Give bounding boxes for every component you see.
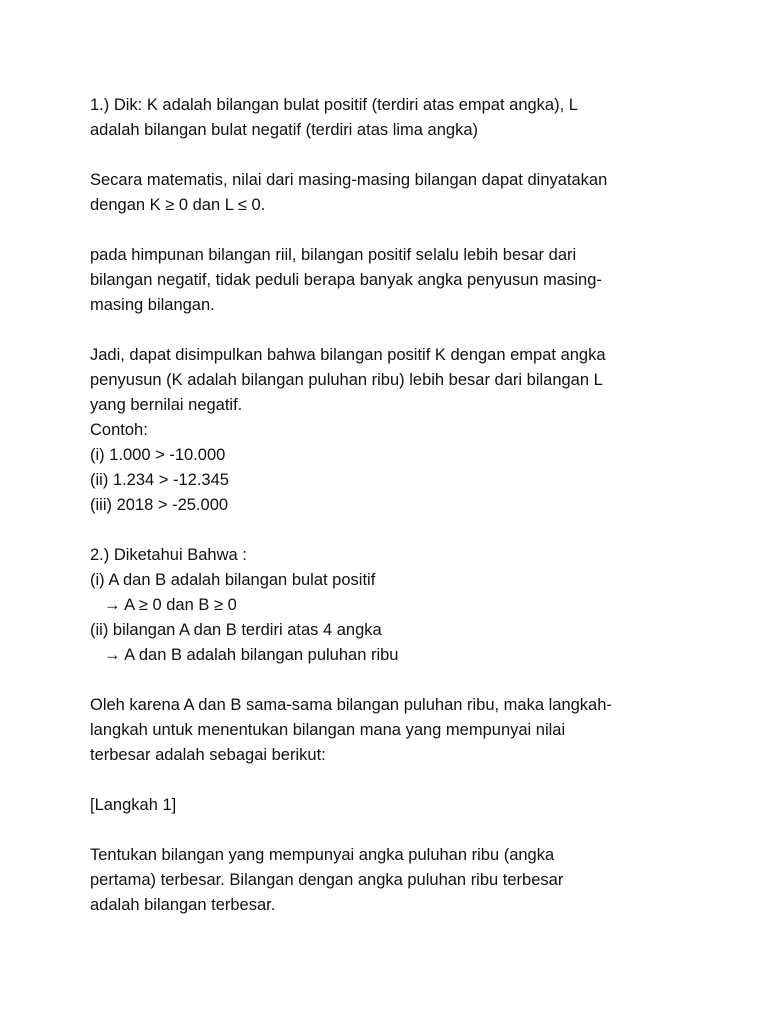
step-heading: [Langkah 1] <box>90 796 177 814</box>
paragraph-2-given <box>90 543 668 668</box>
text-line: Oleh karena A dan B sama-sama bilangan puluhan ribu, maka langkah- <box>90 696 612 714</box>
paragraph-1-given <box>90 93 668 143</box>
examples-heading: Contoh: <box>90 421 148 439</box>
text-line: penyusun (K adalah bilangan puluhan ribu) lebih besar dari bilangan L <box>90 371 603 389</box>
text-line: (i) A dan B adalah bilangan bulat positif <box>90 571 376 589</box>
paragraph-step-1-heading <box>90 793 668 818</box>
text-line: bilangan negatif, tidak peduli berapa banyak angka penyusun masing- <box>90 271 602 289</box>
paragraph-step-1-body <box>90 843 668 918</box>
arrow-line: → A dan B adalah bilangan puluhan ribu <box>104 646 399 664</box>
text-line: Tentukan bilangan yang mempunyai angka puluhan ribu (angka <box>90 846 555 864</box>
text-line: 2.) Diketahui Bahwa : <box>90 546 247 564</box>
text-line: adalah bilangan terbesar. <box>90 896 276 914</box>
text-line: dengan K ≥ 0 dan L ≤ 0. <box>90 196 266 214</box>
text-line: terbesar adalah sebagai berikut: <box>90 746 326 764</box>
text-line: Jadi, dapat disimpulkan bahwa bilangan positif K dengan empat angka <box>90 346 606 364</box>
example-line: (i) 1.000 > -10.000 <box>90 446 226 464</box>
text-line: pertama) terbesar. Bilangan dengan angka puluhan ribu terbesar <box>90 871 564 889</box>
arrow-line: → A ≥ 0 dan B ≥ 0 <box>104 596 237 614</box>
paragraph-steps-intro <box>90 693 668 768</box>
example-line: (iii) 2018 > -25.000 <box>90 496 229 514</box>
text-line: 1.) Dik: K adalah bilangan bulat positif (terdiri atas empat angka), L <box>90 96 578 114</box>
paragraph-real-numbers <box>90 243 668 318</box>
text-line: (ii) bilangan A dan B terdiri atas 4 angka <box>90 621 382 639</box>
text-line: adalah bilangan bulat negatif (terdiri atas lima angka) <box>90 121 478 139</box>
paragraph-conclusion-examples <box>90 343 668 518</box>
text-line: masing bilangan. <box>90 296 215 314</box>
text-line: langkah untuk menentukan bilangan mana yang mempunyai nilai <box>90 721 566 739</box>
text-line: Secara matematis, nilai dari masing-masing bilangan dapat dinyatakan <box>90 171 608 189</box>
example-line: (ii) 1.234 > -12.345 <box>90 471 229 489</box>
paragraph-mathematical-form <box>90 168 668 218</box>
text-line: yang bernilai negatif. <box>90 396 243 414</box>
text-line: pada himpunan bilangan riil, bilangan positif selalu lebih besar dari <box>90 246 577 264</box>
